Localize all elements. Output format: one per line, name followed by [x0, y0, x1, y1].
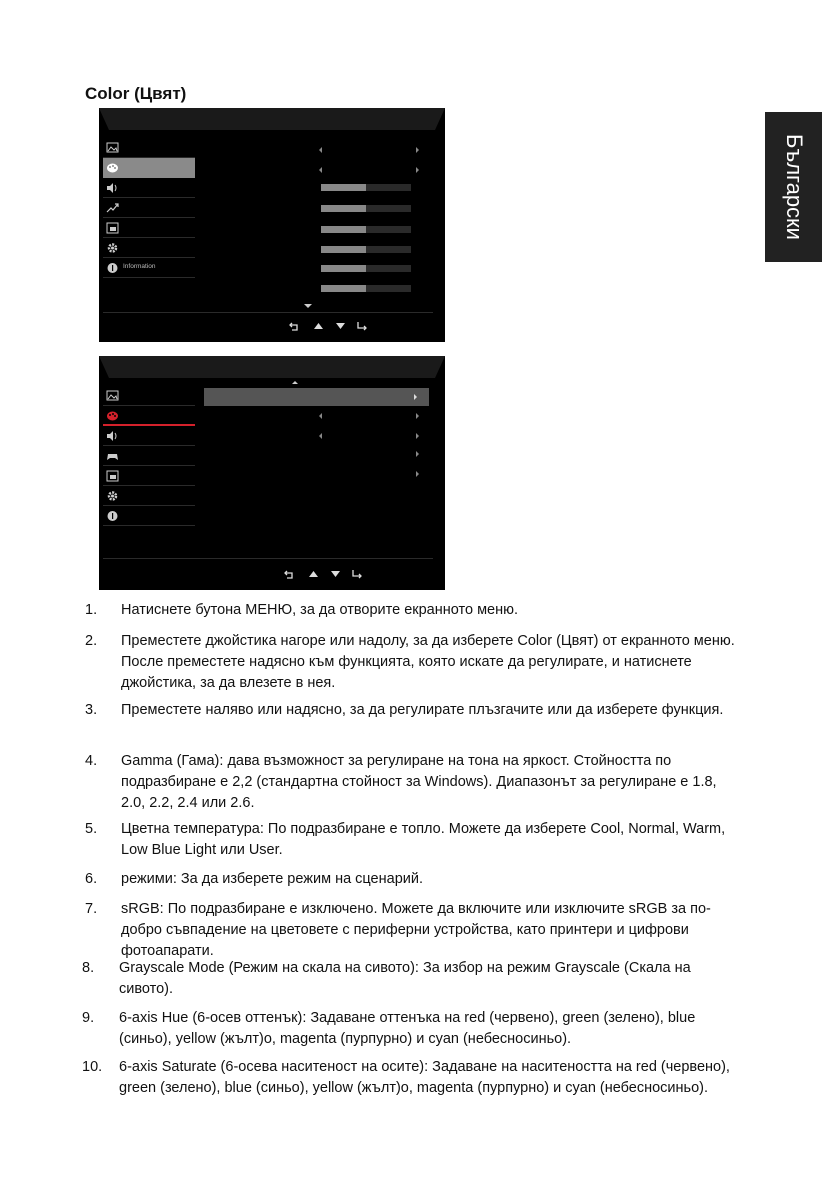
list-item-number: 5. [85, 821, 98, 837]
list-item-number: 4. [85, 753, 98, 769]
osd-navigation-keys [99, 356, 445, 590]
osd-menu-information-label: Information [123, 263, 156, 270]
list-item-number: 7. [85, 901, 98, 917]
up-icon[interactable] [309, 571, 318, 577]
up-icon[interactable] [314, 323, 323, 329]
page-title: Color (Цвят) [85, 84, 187, 103]
list-item-text: Натиснете бутона МЕНЮ, за да отворите екранното меню. [121, 602, 519, 618]
list-item-text: sRGB: По подразбиране е изключено. Можете да включите или изключите sRGB за по-добро съвпадение на цветовете с периферни устройства, като принтери и цифрови фотоапарати. [121, 901, 711, 959]
osd-screenshot-color-menu [99, 108, 445, 342]
list-item-number: 1. [85, 602, 98, 618]
list-item-number: 2. [85, 633, 98, 649]
list-item-text: Цветна температура: По подразбиране е топло. Можете да изберете Cool, Normal, Warm, Low Blue Light или User. [121, 821, 726, 858]
down-icon[interactable] [336, 323, 345, 329]
enter-icon[interactable] [351, 569, 363, 579]
list-item-text: 6-axis Saturate (6-осева наситеност на осите): Задаване на наситеността на red (червено), green (зелено), blue (синьо), yellow (жълт)о, magenta (пурпурно) и cyan (небесносиньо). [119, 1059, 730, 1096]
list-item-text: Gamma (Гама): дава възможност за регулиране на тона на яркост. Стойността по подразбиране е 2,2 (стандартна стойност за Windows). Диапазонът за регулиране е 1.8, 2.0, 2.2, 2.4 или 2.6. [121, 753, 717, 811]
list-item-number: 8. [82, 960, 95, 976]
osd-screenshot-color-menu-page-2 [99, 356, 445, 590]
back-icon[interactable] [289, 321, 301, 331]
enter-icon[interactable] [356, 321, 368, 331]
list-item-text: Преместете наляво или надясно, за да регулирате плъзгачите или да изберете функция. [121, 702, 724, 718]
back-icon[interactable] [284, 569, 296, 579]
list-item-text: Преместете джойстика нагоре или надолу, за да изберете Color (Цвят) от екранното меню. После преместете надясно към функцията, която искате да регулирате, и натиснете джойстика, за да влезете в нея. [121, 633, 735, 691]
language-tab-label: Български [781, 134, 807, 240]
list-item-number: 3. [85, 702, 98, 718]
list-item-number: 9. [82, 1010, 95, 1026]
list-item-text: Grayscale Mode (Режим на скала на сивото): За избор на режим Grayscale (Скала на сивото). [119, 960, 691, 997]
list-item-text: режими: За да изберете режим на сценарий. [121, 871, 423, 887]
list-item-number: 10. [82, 1059, 103, 1075]
osd-navigation-keys [99, 108, 445, 342]
list-item-number: 6. [85, 871, 98, 887]
list-item-text: 6-axis Hue (6-осев оттенък): Задаване оттенъка на red (червено), green (зелено), blue (синьо), yellow (жълт)о, magenta (пурпурно) и cyan (небесносиньо). [119, 1010, 696, 1047]
down-icon[interactable] [331, 571, 340, 577]
language-tab [765, 112, 822, 262]
